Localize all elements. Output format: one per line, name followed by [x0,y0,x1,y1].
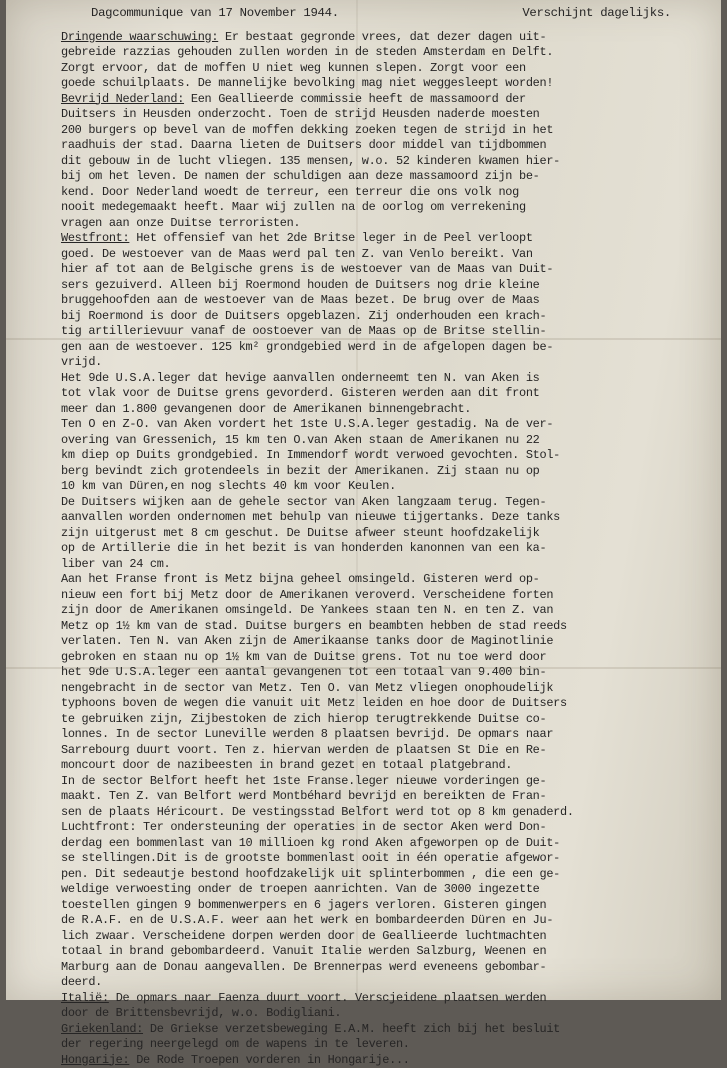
line-text: 10 km van Düren,en nog slechts 40 km voor Keulen. [61,479,396,493]
line-text: Een Geallieerde commissie heeft de massamoord der [184,92,526,106]
text-line [61,433,711,449]
line-text: moncourt door de nazibeesten in brand gezet en totaal platgebrand. [61,758,512,772]
text-line [61,727,711,743]
text-line [61,216,711,232]
section-heading: Westfront: [61,231,129,245]
text-line [61,355,711,371]
text-line [61,944,711,960]
text-line [61,526,711,542]
section-heading: Hongarije: [61,1053,129,1067]
text-line [61,758,711,774]
line-text: Ten O en Z-O. van Aken vordert het 1ste U.S.A.leger gestadig. Na de ver- [61,417,553,431]
line-text: gen aan de westoever. 125 km² grondgebied werd in de afgelopen dagen be- [61,340,553,354]
text-line [61,836,711,852]
line-text: Sarrebourg duurt voort. Ten z. hiervan werden de plaatsen St Die en Re- [61,743,546,757]
line-text: De Griekse verzetsbeweging E.A.M. heeft zich bij het besluit [143,1022,560,1036]
text-line [61,417,711,433]
text-line [61,30,711,46]
section-heading: Dringende waarschuwing: [61,30,218,44]
line-text: vrijd. [61,355,102,369]
text-line [61,1006,711,1022]
text-line [61,712,711,728]
line-text: Duitsers in Heusden onderzocht. Toen de strijd Heusden naderde moesten [61,107,540,121]
line-text: goede schuilplaats. De mannelijke bevolking mag niet weggesleept worden! [61,76,553,90]
text-line [61,448,711,464]
line-text: door de Brittensbevrijd, w.o. Bodigliani. [61,1006,341,1020]
line-text: hier af tot aan de Belgische grens is de westoever van de Maas van Duit- [61,262,553,276]
line-text: der regering neergelegd om de wapens in te leveren. [61,1037,410,1051]
line-text: lich zwaar. Verscheidene dorpen werden door de Geallieerde luchtmachten [61,929,546,943]
text-line [61,107,711,123]
text-line [61,200,711,216]
document-title: Dagcommunique van 17 November 1944. [91,6,339,22]
line-text: pen. Dit sedeautje bestond hoofdzakelijk uit splinterbommen , die een ge- [61,867,560,881]
line-text: overing van Gressenich, 15 km ten O.van Aken staan de Amerikanen nu 22 [61,433,540,447]
line-text: totaal in brand gebombardeerd. Vanuit Italie werden Salzburg, Weenen en [61,944,546,958]
line-text: Zorgt ervoor, dat de moffen U niet weg kunnen slepen. Zorgt voor een [61,61,526,75]
line-text: gebreide razzias gehouden zullen worden in de steden Amsterdam en Delft. [61,45,553,59]
text-line [61,557,711,573]
section-heading: Italië: [61,991,109,1005]
line-text: berg bevindt zich grotendeels in bezit der Amerikanen. Zij staan nu op [61,464,540,478]
text-line [61,665,711,681]
text-line [61,340,711,356]
text-line [61,231,711,247]
line-text: Er bestaat gegronde vrees, dat dezer dagen uit- [218,30,546,44]
text-line [61,262,711,278]
line-text: De Rode Troepen vorderen in Hongarije... [129,1053,409,1067]
text-line [61,743,711,759]
text-line [61,929,711,945]
text-line [61,247,711,263]
text-line [61,278,711,294]
line-text: verlaten. Ten N. van Aken zijn de Amerikaanse tanks door de Maginotlinie [61,634,553,648]
text-line [61,479,711,495]
line-text: de R.A.F. en de U.S.A.F. weer aan het werk en bombardeerden Düren en Ju- [61,913,553,927]
text-line [61,1022,711,1038]
line-text: gebroken en staan nu op 1½ km van de Duitse grens. Tot nu toe werd door [61,650,546,664]
line-text: vragen aan onze Duitse terroristen. [61,216,300,230]
text-line [61,324,711,340]
document-sheet [6,0,721,1000]
line-text: zijn uitgerust met 8 cm geschut. De Duitse afweer steunt hoofdzakelijk [61,526,540,540]
section-heading: Bevrijd Nederland: [61,92,184,106]
line-text: In de sector Belfort heeft het 1ste Franse.leger nieuwe vorderingen ge- [61,774,546,788]
line-text: bij om het leven. De namen der schuldigen aan deze massamoord zijn be- [61,169,540,183]
document-header [61,6,711,22]
line-text: nieuw een fort bij Metz door de Amerikanen veroverd. Verscheidene forten [61,588,553,602]
text-line [61,371,711,387]
line-text: derdag een bommenlast van 10 millioen kg rond Aken afgeworpen op de Duit- [61,836,560,850]
line-text: raadhuis der stad. Daarna lieten de Duitsers door middel van tijdbommen [61,138,546,152]
line-text: Aan het Franse front is Metz bijna geheel omsingeld. Gisteren werd op- [61,572,540,586]
text-line [61,386,711,402]
text-line [61,913,711,929]
text-line [61,61,711,77]
text-line [61,634,711,650]
text-line [61,603,711,619]
text-line [61,882,711,898]
line-text: De opmars naar Faenza duurt voort. Verscjeidene plaatsen werden [109,991,546,1005]
text-line [61,851,711,867]
line-text: nooit medegemaakt heeft. Maar wij zullen na de oorlog om verrekening [61,200,526,214]
text-line [61,309,711,325]
line-text: tot vlak voor de Duitse grens gevorderd. Gisteren werden aan dit front [61,386,540,400]
text-line [61,681,711,697]
text-line [61,650,711,666]
text-line [61,898,711,914]
text-line [61,185,711,201]
line-text: weldige verwoesting onder de troepen aanrichten. Van de 3000 ingezette [61,882,540,896]
line-text: Metz op 1½ km van de stad. Duitse burgers en beambten hebben de stad reeds [61,619,567,633]
text-line [61,154,711,170]
line-text: goed. De westoever van de Maas werd pal ten Z. van Venlo bereikt. Van [61,247,533,261]
line-text: het 9de U.S.A.leger een aantal gevangenen tot een totaal van 9.400 bin- [61,665,546,679]
line-text: Het offensief van het 2de Britse leger in de Peel verloopt [129,231,532,245]
text-line [61,1053,711,1068]
line-text: Luchtfront: Ter ondersteuning der operaties in de sector Aken werd Don- [61,820,546,834]
line-text: maakt. Ten Z. van Belfort werd Montbéhard bevrijd en bereikten de Fran- [61,789,546,803]
line-text: km diep op Duits grondgebied. In Immendorf wordt verwoed gevochten. Stol- [61,448,560,462]
communique-text [61,6,711,1068]
section-heading: Griekenland: [61,1022,143,1036]
text-line [61,619,711,635]
text-line [61,510,711,526]
line-text: bruggehoofden aan de westoever van de Maas bezet. De brug over de Maas [61,293,540,307]
publication-note: Verschijnt dagelijks. [522,6,671,22]
text-line [61,92,711,108]
text-line [61,76,711,92]
text-line [61,572,711,588]
line-text: se stellingen.Dit is de grootste bommenlast ooit in één operatie afgewor- [61,851,560,865]
text-line [61,464,711,480]
line-text: De Duitsers wijken aan de gehele sector van Aken langzaam terug. Tegen- [61,495,546,509]
text-line [61,123,711,139]
line-text: typhoons boven de wegen die vanuit uit Metz leiden en hoe door de Duitsers [61,696,567,710]
text-line [61,805,711,821]
communique-body [61,30,711,1068]
text-line [61,789,711,805]
text-line [61,696,711,712]
line-text: toestellen gingen 9 bommenwerpers en 6 jagers verloren. Gisteren gingen [61,898,546,912]
text-line [61,169,711,185]
text-line [61,293,711,309]
line-text: bij Roermond is door de Duitsers opgeblazen. Zij onderhouden een krach- [61,309,546,323]
text-line [61,991,711,1007]
line-text: nengebracht in de sector van Metz. Ten O. van Metz vliegen onophoudelijk [61,681,553,695]
line-text: aanvallen worden ondernomen met behulp van nieuwe tijgertanks. Deze tanks [61,510,560,524]
text-line [61,960,711,976]
line-text: zijn door de Amerikanen omsingeld. De Yankees staan ten N. en ten Z. van [61,603,553,617]
text-line [61,138,711,154]
text-line [61,45,711,61]
line-text: tig artillerievuur vanaf de oostoever van de Maas op de Britse stellin- [61,324,546,338]
text-line [61,867,711,883]
text-line [61,774,711,790]
text-line [61,402,711,418]
line-text: lonnes. In de sector Luneville werden 8 plaatsen bevrijd. De opmars naar [61,727,553,741]
text-line [61,1037,711,1053]
text-line [61,541,711,557]
text-line [61,495,711,511]
line-text: liber van 24 cm. [61,557,170,571]
line-text: sen de plaats Héricourt. De vestingsstad Belfort werd tot op 8 km genaderd. [61,805,574,819]
line-text: 200 burgers op bevel van de moffen dekking zoeken tegen de strijd in het [61,123,553,137]
line-text: te gebruiken zijn, Zijbestoken de zich hierop terugtrekkende Duitse co- [61,712,546,726]
line-text: meer dan 1.800 gevangenen door de Amerikanen binnengebracht. [61,402,471,416]
line-text: op de Artillerie die in het bezit is van honderden kanonnen van een ka- [61,541,546,555]
line-text: deerd. [61,975,102,989]
text-line [61,975,711,991]
text-line [61,820,711,836]
line-text: Marburg aan de Donau aangevallen. De Brennerpas werd eveneens gebombar- [61,960,546,974]
line-text: dit gebouw in de lucht vliegen. 135 mensen, w.o. 52 kinderen kwamen hier- [61,154,560,168]
line-text: kend. Door Nederland woedt de terreur, een terreur die ons volk nog [61,185,519,199]
text-line [61,588,711,604]
line-text: Het 9de U.S.A.leger dat hevige aanvallen onderneemt ten N. van Aken is [61,371,540,385]
line-text: sers gezuiverd. Alleen bij Roermond houden de Duitsers nog drie kleine [61,278,540,292]
